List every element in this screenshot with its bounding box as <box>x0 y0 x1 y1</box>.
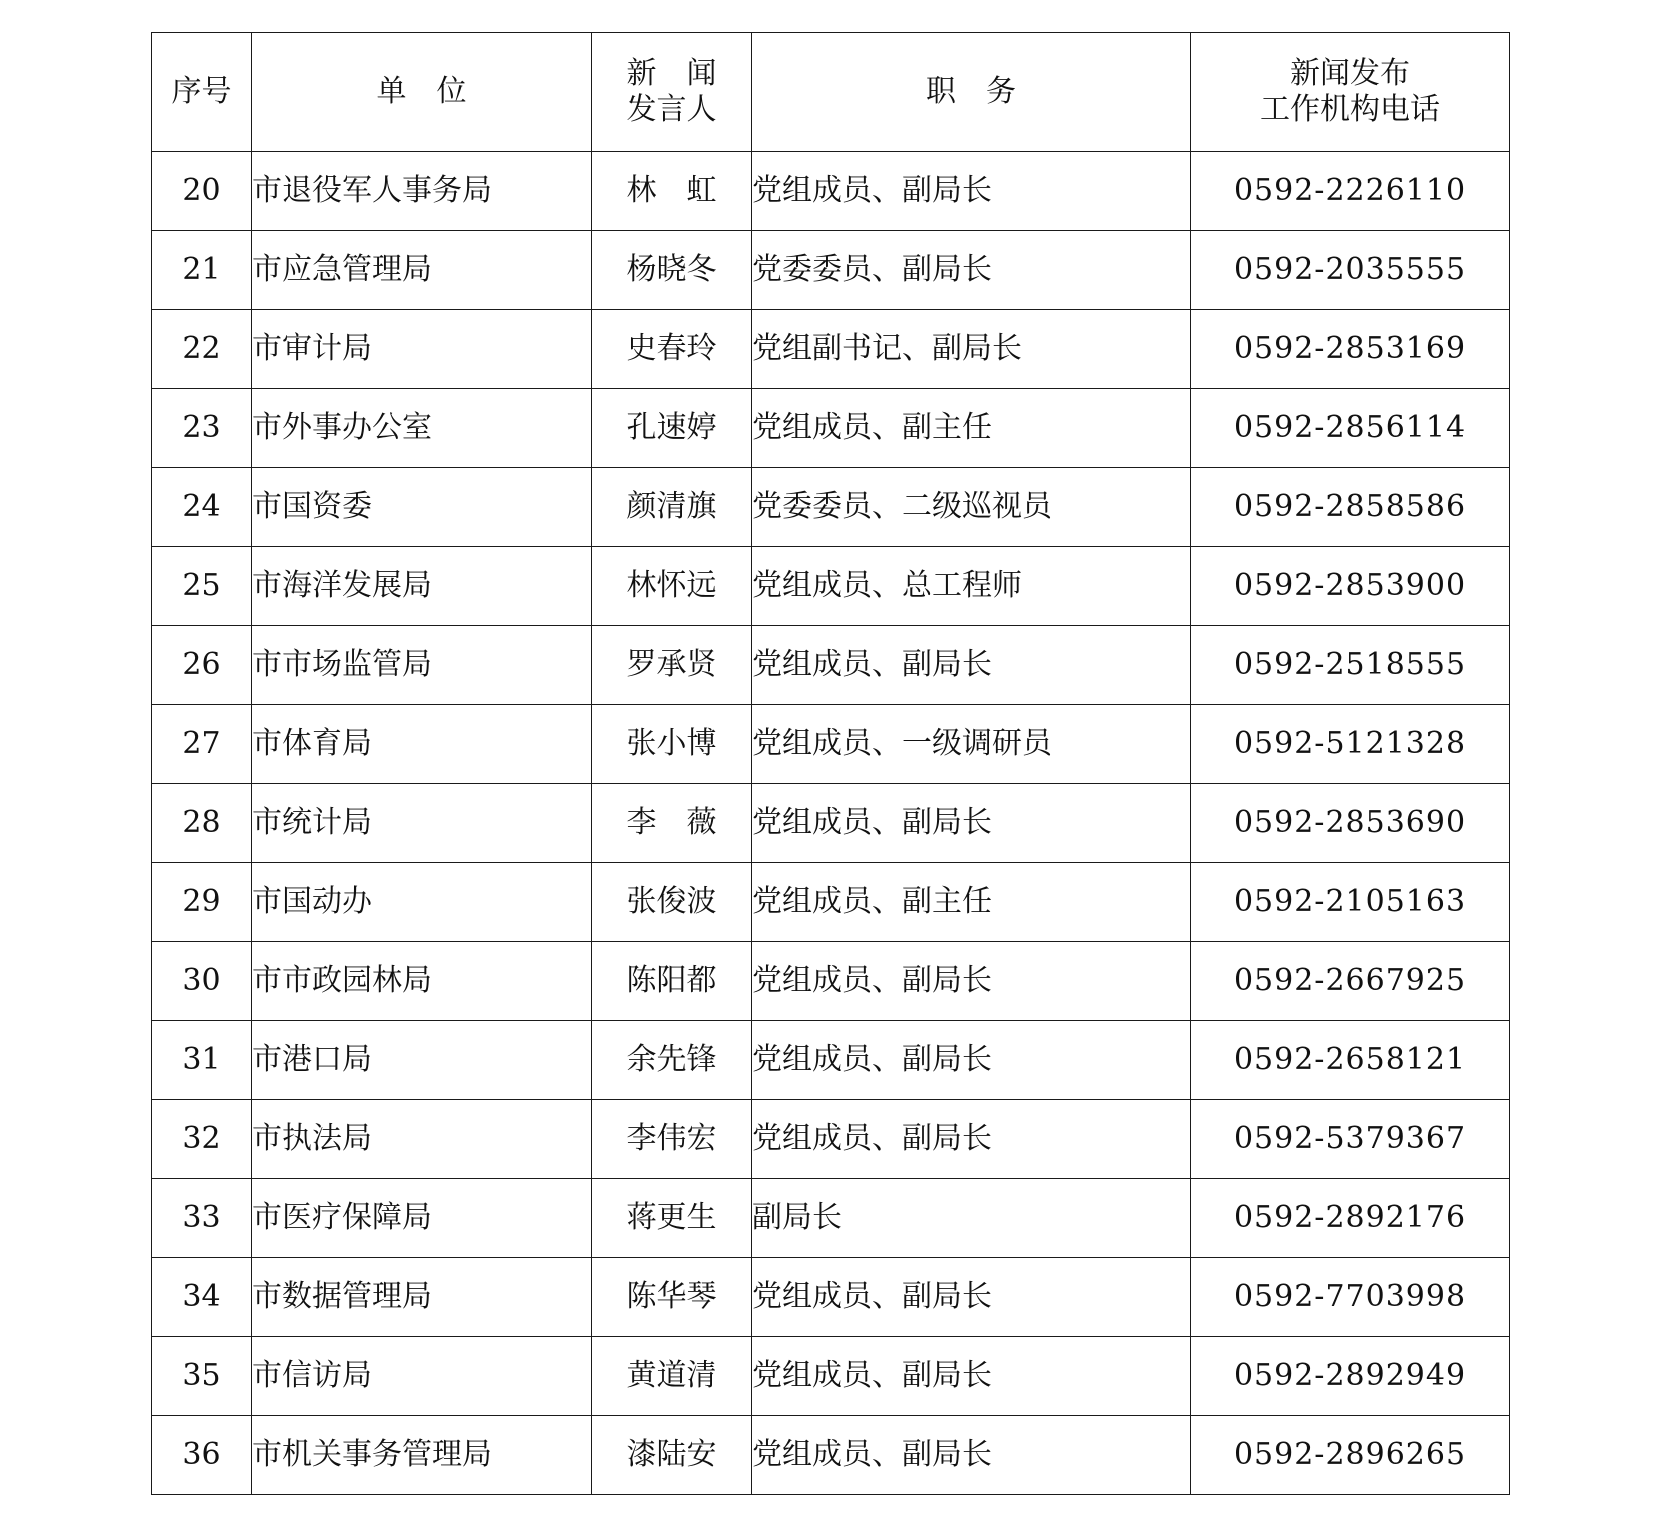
cell-title: 党组成员、副主任 <box>752 389 1191 468</box>
cell-unit: 市港口局 <box>252 1021 592 1100</box>
cell-phone: 0592-2856114 <box>1191 389 1510 468</box>
cell-title: 党组成员、副局长 <box>752 1337 1191 1416</box>
document-page <box>151 32 1509 1495</box>
table-row <box>152 1100 1510 1179</box>
cell-index: 26 <box>152 626 252 705</box>
cell-index: 30 <box>152 942 252 1021</box>
cell-index: 29 <box>152 863 252 942</box>
cell-unit: 市数据管理局 <box>252 1258 592 1337</box>
cell-index: 25 <box>152 547 252 626</box>
cell-unit: 市市场监管局 <box>252 626 592 705</box>
table-row <box>152 547 1510 626</box>
cell-index: 24 <box>152 468 252 547</box>
cell-phone: 0592-2853900 <box>1191 547 1510 626</box>
table-row <box>152 1258 1510 1337</box>
cell-index: 32 <box>152 1100 252 1179</box>
cell-phone: 0592-2035555 <box>1191 231 1510 310</box>
table-row <box>152 1337 1510 1416</box>
cell-speaker: 李伟宏 <box>592 1100 752 1179</box>
cell-speaker: 蒋更生 <box>592 1179 752 1258</box>
spokesperson-table <box>151 32 1510 1495</box>
cell-unit: 市国资委 <box>252 468 592 547</box>
cell-speaker: 漆陆安 <box>592 1416 752 1495</box>
cell-phone: 0592-5121328 <box>1191 705 1510 784</box>
cell-speaker: 陈华琴 <box>592 1258 752 1337</box>
table-header <box>152 33 1510 152</box>
cell-unit: 市体育局 <box>252 705 592 784</box>
cell-unit: 市信访局 <box>252 1337 592 1416</box>
cell-title: 党组成员、副局长 <box>752 626 1191 705</box>
table-row <box>152 626 1510 705</box>
cell-index: 34 <box>152 1258 252 1337</box>
cell-index: 21 <box>152 231 252 310</box>
cell-speaker: 张小博 <box>592 705 752 784</box>
table-row <box>152 389 1510 468</box>
cell-unit: 市退役军人事务局 <box>252 152 592 231</box>
header-index-label: 序号 <box>171 74 232 109</box>
cell-unit: 市医疗保障局 <box>252 1179 592 1258</box>
cell-unit: 市统计局 <box>252 784 592 863</box>
table-row <box>152 705 1510 784</box>
cell-index: 33 <box>152 1179 252 1258</box>
cell-speaker: 罗承贤 <box>592 626 752 705</box>
header-title <box>752 33 1191 152</box>
cell-phone: 0592-2667925 <box>1191 942 1510 1021</box>
table-row <box>152 784 1510 863</box>
cell-title: 党组成员、副局长 <box>752 784 1191 863</box>
cell-speaker: 李 薇 <box>592 784 752 863</box>
cell-index: 22 <box>152 310 252 389</box>
header-speaker <box>592 33 752 152</box>
cell-unit: 市外事办公室 <box>252 389 592 468</box>
cell-phone: 0592-7703998 <box>1191 1258 1510 1337</box>
cell-title: 党组成员、副局长 <box>752 1416 1191 1495</box>
cell-title: 党组成员、一级调研员 <box>752 705 1191 784</box>
cell-index: 31 <box>152 1021 252 1100</box>
cell-index: 27 <box>152 705 252 784</box>
cell-speaker: 孔速婷 <box>592 389 752 468</box>
cell-unit: 市海洋发展局 <box>252 547 592 626</box>
cell-speaker: 林 虹 <box>592 152 752 231</box>
header-row <box>152 33 1510 152</box>
cell-speaker: 黄道清 <box>592 1337 752 1416</box>
cell-unit: 市应急管理局 <box>252 231 592 310</box>
cell-phone: 0592-2658121 <box>1191 1021 1510 1100</box>
table-row <box>152 1416 1510 1495</box>
cell-title: 党组成员、副局长 <box>752 1021 1191 1100</box>
cell-speaker: 陈阳都 <box>592 942 752 1021</box>
cell-phone: 0592-2105163 <box>1191 863 1510 942</box>
table-row <box>152 468 1510 547</box>
cell-unit: 市市政园林局 <box>252 942 592 1021</box>
header-title-label: 职 务 <box>926 74 1016 109</box>
header-phone <box>1191 33 1510 152</box>
cell-phone: 0592-5379367 <box>1191 1100 1510 1179</box>
cell-index: 23 <box>152 389 252 468</box>
cell-speaker: 张俊波 <box>592 863 752 942</box>
cell-speaker: 杨晓冬 <box>592 231 752 310</box>
cell-index: 28 <box>152 784 252 863</box>
table-row <box>152 152 1510 231</box>
cell-phone: 0592-2518555 <box>1191 626 1510 705</box>
cell-speaker: 余先锋 <box>592 1021 752 1100</box>
cell-title: 党委委员、二级巡视员 <box>752 468 1191 547</box>
header-phone-line2: 工作机构电话 <box>1260 92 1440 127</box>
cell-title: 党组成员、副局长 <box>752 152 1191 231</box>
table-row <box>152 231 1510 310</box>
cell-phone: 0592-2853690 <box>1191 784 1510 863</box>
cell-speaker: 林怀远 <box>592 547 752 626</box>
cell-speaker: 史春玲 <box>592 310 752 389</box>
cell-phone: 0592-2853169 <box>1191 310 1510 389</box>
cell-phone: 0592-2892949 <box>1191 1337 1510 1416</box>
cell-title: 党组成员、副局长 <box>752 942 1191 1021</box>
cell-unit: 市机关事务管理局 <box>252 1416 592 1495</box>
cell-title: 副局长 <box>752 1179 1191 1258</box>
cell-title: 党组副书记、副局长 <box>752 310 1191 389</box>
table-row <box>152 863 1510 942</box>
cell-phone: 0592-2226110 <box>1191 152 1510 231</box>
header-unit-label: 单 位 <box>376 74 467 109</box>
cell-index: 36 <box>152 1416 252 1495</box>
header-speaker-line1: 新 闻 <box>626 56 717 91</box>
cell-unit: 市审计局 <box>252 310 592 389</box>
cell-title: 党委委员、副局长 <box>752 231 1191 310</box>
table-row <box>152 942 1510 1021</box>
cell-phone: 0592-2892176 <box>1191 1179 1510 1258</box>
table-row <box>152 310 1510 389</box>
cell-title: 党组成员、副局长 <box>752 1258 1191 1337</box>
table-row <box>152 1179 1510 1258</box>
table-body <box>152 152 1510 1495</box>
cell-unit: 市执法局 <box>252 1100 592 1179</box>
cell-phone: 0592-2858586 <box>1191 468 1510 547</box>
table-row <box>152 1021 1510 1100</box>
cell-index: 35 <box>152 1337 252 1416</box>
cell-unit: 市国动办 <box>252 863 592 942</box>
cell-phone: 0592-2896265 <box>1191 1416 1510 1495</box>
header-speaker-line2: 发言人 <box>626 92 717 127</box>
header-unit <box>252 33 592 152</box>
cell-title: 党组成员、总工程师 <box>752 547 1191 626</box>
cell-title: 党组成员、副主任 <box>752 863 1191 942</box>
cell-title: 党组成员、副局长 <box>752 1100 1191 1179</box>
cell-index: 20 <box>152 152 252 231</box>
header-index <box>152 33 252 152</box>
cell-speaker: 颜清旗 <box>592 468 752 547</box>
header-phone-line1: 新闻发布 <box>1290 56 1410 91</box>
